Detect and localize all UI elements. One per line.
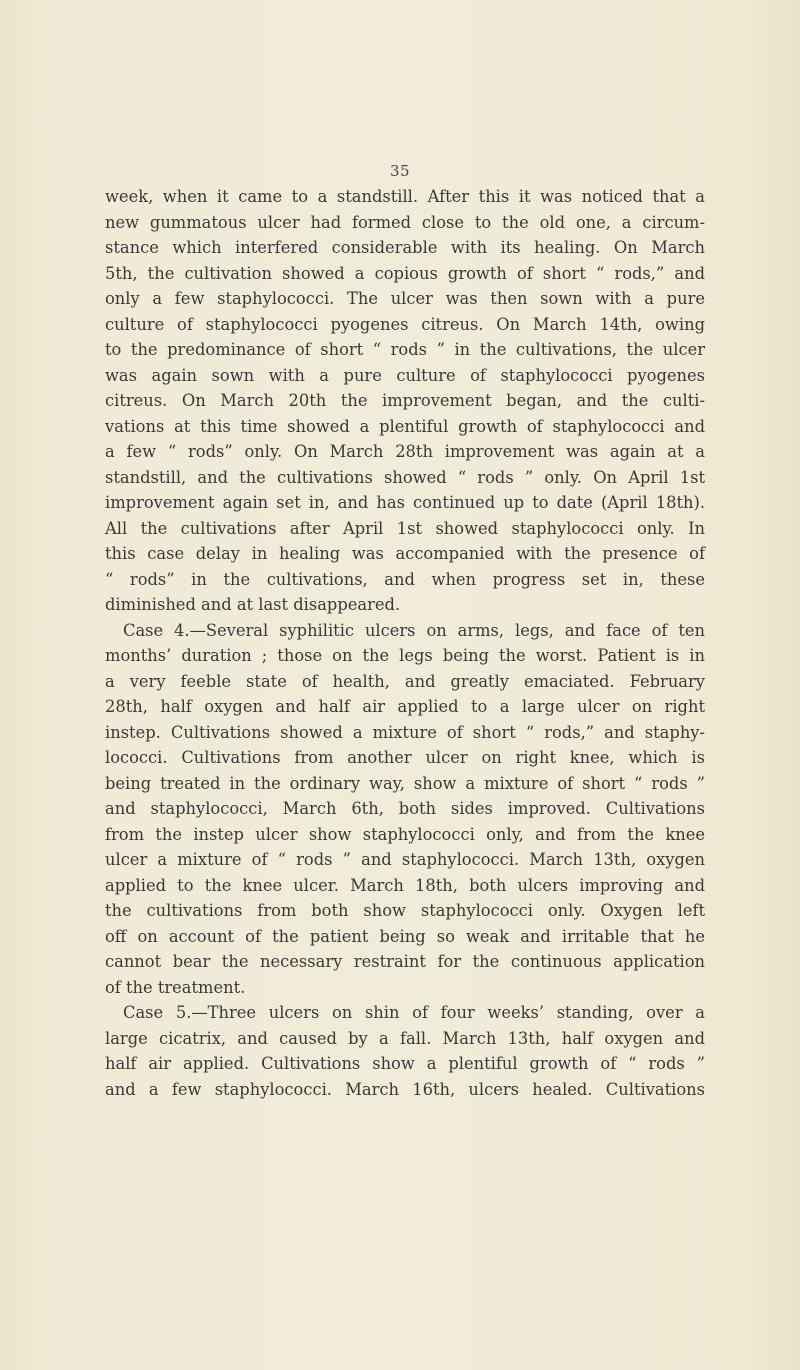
text-line: applied to the knee ulcer. March 18th, both ulcers improving and bbox=[105, 875, 705, 895]
page-number: 35 bbox=[389, 162, 411, 180]
text-line: was again sown with a pure culture of staphylococci pyogenes bbox=[105, 365, 705, 385]
text-line: diminished and at last disappeared. bbox=[105, 595, 401, 614]
text-line: 28th, half oxygen and half air applied to a large ulcer on right bbox=[105, 697, 705, 716]
text-line: being treated in the ordinary way, show a mixture of short “ rods ” bbox=[105, 773, 705, 793]
text-line: and a few staphylococci. March 16th, ulcers healed. Cultivations bbox=[105, 1079, 705, 1099]
text-line: this case delay in healing was accompanied with the presence of bbox=[105, 544, 705, 563]
body-text bbox=[105, 184, 705, 1102]
text-line: citreus. On March 20th the improvement began, and the culti- bbox=[105, 391, 705, 410]
text-line: of the treatment. bbox=[105, 977, 246, 997]
text-line: a very feeble state of health, and greatly emaciated. February bbox=[105, 671, 705, 691]
text-line: stance which interfered considerable with its healing. On March bbox=[105, 238, 705, 257]
text-line: ulcer a mixture of “ rods ” and staphylococci. March 13th, oxygen bbox=[105, 850, 705, 869]
text-line: only a few staphylococci. The ulcer was then sown with a pure bbox=[105, 289, 705, 308]
text-line: the cultivations from both show staphylococci only. Oxygen left bbox=[105, 901, 705, 920]
text-line: large cicatrix, and caused by a fall. March 13th, half oxygen and bbox=[105, 1028, 705, 1048]
text-line: All the cultivations after April 1st showed staphylococci only. In bbox=[105, 518, 705, 538]
text-line: Case 4.—Several syphilitic ulcers on arms, legs, and face of ten bbox=[123, 620, 705, 640]
text-line: week, when it came to a standstill. After this it was noticed that a bbox=[105, 187, 705, 206]
text-line: from the instep ulcer show staphylococci only, and from the knee bbox=[105, 824, 705, 844]
text-line: months’ duration ; those on the legs being the worst. Patient is in bbox=[105, 646, 705, 665]
text-line: culture of staphylococci pyogenes citreus. On March 14th, owing bbox=[105, 314, 705, 334]
text-line: cannot bear the necessary restraint for the continuous application bbox=[105, 952, 705, 971]
text-line: 5th, the cultivation showed a copious growth of short “ rods,” and bbox=[105, 263, 705, 283]
text-line: “ rods” in the cultivations, and when progress set in, these bbox=[105, 569, 705, 589]
text-line: a few “ rods” only. On March 28th improvement was again at a bbox=[105, 442, 705, 461]
text-line: Case 5.—Three ulcers on shin of four weeks’ standing, over a bbox=[123, 1003, 705, 1022]
text-line: new gummatous ulcer had formed close to the old one, a circum- bbox=[105, 212, 705, 232]
text-line: off on account of the patient being so weak and irritable that he bbox=[105, 926, 705, 946]
text-line: and staphylococci, March 6th, both sides improved. Cultivations bbox=[105, 799, 705, 818]
text-line: vations at this time showed a plentiful growth of staphylococci and bbox=[105, 416, 705, 436]
text-line: lococci. Cultivations from another ulcer on right knee, which is bbox=[105, 748, 705, 767]
text-line: instep. Cultivations showed a mixture of short “ rods,” and staphy- bbox=[105, 722, 705, 742]
text-line: to the predominance of short “ rods ” in the cultivations, the ulcer bbox=[105, 340, 705, 359]
text-line: improvement again set in, and has continued up to date (April 18th). bbox=[105, 493, 705, 512]
text-line: half air applied. Cultivations show a plentiful growth of “ rods ” bbox=[105, 1054, 705, 1073]
text-line: standstill, and the cultivations showed “ rods ” only. On April 1st bbox=[105, 467, 705, 487]
